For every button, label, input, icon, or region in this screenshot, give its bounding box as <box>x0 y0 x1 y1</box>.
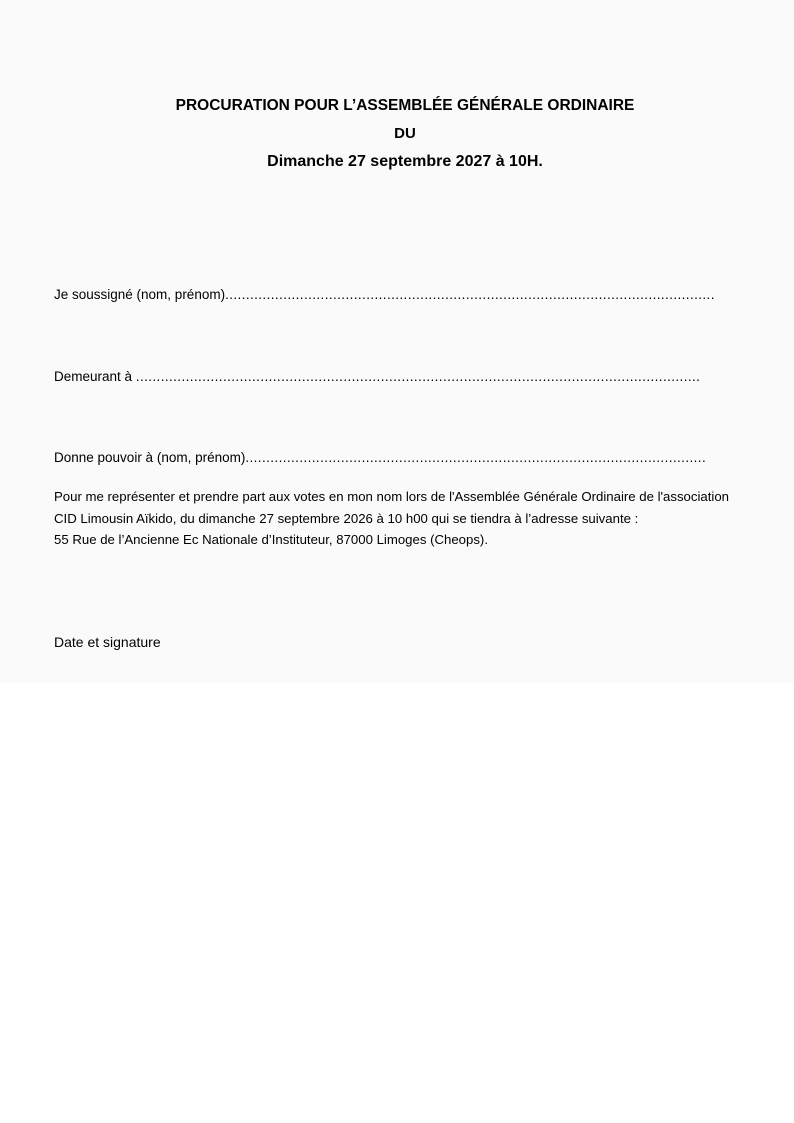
address-field-label: Demeurant à <box>54 369 136 384</box>
title-line-2: DU <box>394 125 416 142</box>
name-field-dots: ...................................................................................................................... <box>225 287 715 302</box>
proxy-field-dots: ............................................................................................................... <box>245 450 707 465</box>
document-title <box>0 92 794 176</box>
name-field[interactable] <box>54 286 744 304</box>
mandate-paragraph <box>54 486 774 551</box>
proxy-field[interactable] <box>54 449 744 467</box>
name-field-label: Je soussigné (nom, prénom) <box>54 287 226 302</box>
title-line-1: PROCURATION POUR L’ASSEMBLÉE GÉNÉRALE ORDINAIRE <box>175 97 635 114</box>
title-line-3: Dimanche 27 septembre 2027 à 10H. <box>267 153 543 170</box>
paragraph-line-2: CID Limousin Aïkido, du dimanche 27 septembre 2026 à 10 h00 qui se tiendra à l’adresse suivante : <box>54 510 639 526</box>
paragraph-line-3: 55 Rue de l’Ancienne Ec Nationale d’Instituteur, 87000 Limoges (Cheops). <box>54 532 488 547</box>
paragraph-line-1: Pour me représenter et prendre part aux votes en mon nom lors de l'Assemblée Générale Ordinaire de l'association <box>54 489 730 504</box>
signature-label: Date et signature <box>54 634 161 650</box>
address-field[interactable] <box>54 368 744 386</box>
proxy-field-label: Donne pouvoir à (nom, prénom) <box>54 450 246 465</box>
address-field-dots: ........................................................................................................................................ <box>135 369 701 384</box>
